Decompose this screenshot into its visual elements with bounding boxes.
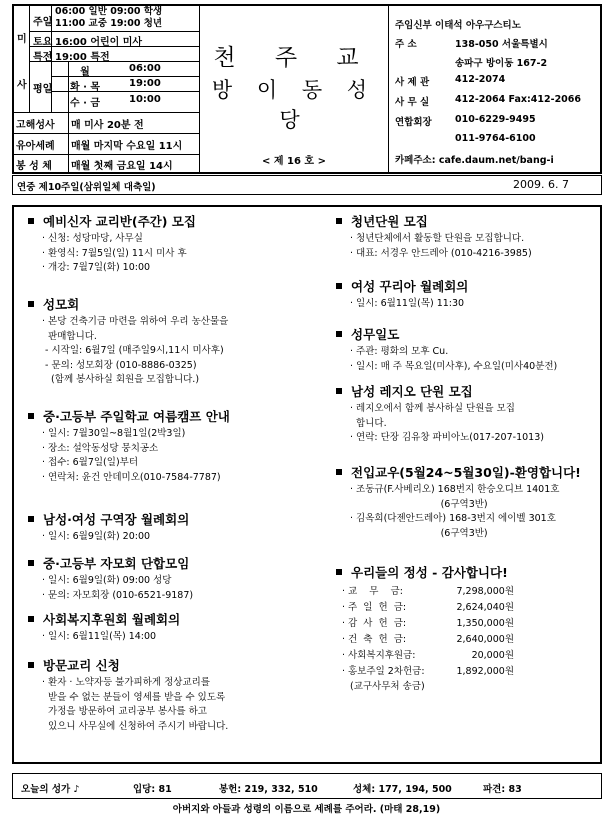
section-title-text: 남성 레지오 단원 모집 <box>351 384 473 399</box>
donation-amount: 1,350,000원 <box>456 618 514 629</box>
infant-baptism-value: 매월 마지막 수요일 11시 <box>71 141 183 152</box>
bulletin-title-line2: 방 이 동 성 당 <box>211 78 377 132</box>
special-label: 특전 <box>33 52 53 63</box>
liturgy-title: 연중 제10주일(삼위일체 대축일) <box>17 182 156 193</box>
left_column-section-title <box>28 610 180 628</box>
left_column-section-title <box>28 554 189 572</box>
sunday-label: 주일 <box>33 17 53 28</box>
bullet-square-icon <box>336 569 342 575</box>
confession-value: 매 미사 20분 전 <box>71 120 144 131</box>
section-line: · 환영식: 7월5일(일) 11시 미사 후 <box>42 247 187 259</box>
section-line: - 문의: 성모회장 (010-8886-0325) <box>42 359 197 371</box>
donation-label: · 감 사 헌 금: <box>342 618 407 629</box>
bullet-square-icon <box>28 218 34 224</box>
section-title-text: 예비신자 교리반(주간) 모집 <box>43 214 196 229</box>
section-title-text: 전입교우(5월24~5월30일)-환영합니다! <box>351 465 581 480</box>
section-line: · 연락: 단장 김유창 파비아노(017-207-1013) <box>350 432 544 443</box>
donation-label: · 홍보주일 2차헌금: <box>342 666 425 677</box>
section-line: 받을 수 없는 분들이 영세를 받을 수 있도록 <box>42 691 226 703</box>
donations-section <box>314 559 602 719</box>
right_column-section-title <box>336 277 468 295</box>
left_column-section-title <box>28 407 230 425</box>
weekday-time-1: 06:00 <box>129 63 161 74</box>
section-line: · 조동규(F.사베리오) 168번지 한승오디브 1401호 <box>350 484 560 495</box>
communion-visit-value: 매월 첫째 금요일 14시 <box>71 161 173 172</box>
council-label: 연합회장 <box>395 117 432 128</box>
bullet-square-icon <box>336 283 342 289</box>
bullet-square-icon <box>336 218 342 224</box>
confession-label: 고해성사 <box>16 120 55 131</box>
hymn-recessional: 파견: 83 <box>483 784 522 795</box>
bullet-square-icon <box>28 301 34 307</box>
left_column-section-title <box>28 510 189 528</box>
section-line: · 일시: 7월30일~8월1일(2박3일) <box>42 428 186 439</box>
donation-amount: 20,000원 <box>471 650 514 661</box>
donation-amount: 7,298,000원 <box>456 586 514 597</box>
address-label: 주 소 <box>395 39 417 50</box>
section-line: · 주관: 평화의 모후 Cu. <box>350 346 449 357</box>
section-line: 있으니 사무실에 신청하여 주시기 바랍니다. <box>42 720 229 732</box>
section-line: (6구역3반) <box>350 498 488 510</box>
hymns-bar <box>12 773 602 799</box>
weekday-time-3: 10:00 <box>129 94 161 105</box>
bullet-square-icon <box>336 388 342 394</box>
bullet-square-icon <box>28 413 34 419</box>
section-line: · 대표: 서경우 안드레아 (010-4216-3985) <box>350 247 532 259</box>
weekday-day-1: 월 <box>80 67 90 78</box>
section-line: · 연락처: 윤건 안데미오(010-7584-7787) <box>42 471 221 483</box>
bullet-square-icon <box>28 616 34 622</box>
weekday-day-3: 수 · 금 <box>70 98 101 109</box>
donations-note: (교구사무처 송금) <box>350 681 425 692</box>
mass-char-sa: 사 <box>17 80 27 91</box>
section-title-text: 성모회 <box>43 297 80 312</box>
right_column-section-title <box>336 382 473 400</box>
section-title-text: 성무일도 <box>351 327 400 342</box>
section-line: 판매합니다. <box>42 330 97 342</box>
weekday-label: 평일 <box>33 84 53 95</box>
section-line: · 장소: 설악동성당 뭉치공소 <box>42 442 159 454</box>
donations-title <box>336 563 508 581</box>
issue-number: < 제 16 호 > <box>262 156 326 167</box>
section-line: · 일시: 매 주 목요일(미사후), 수요일(미사40분전) <box>350 360 558 372</box>
section-title-text: 여성 꾸리아 월례회의 <box>351 279 469 294</box>
donation-amount: 2,624,040원 <box>456 602 514 613</box>
section-title-text: 남성·여성 구역장 월례회의 <box>43 512 190 527</box>
liturgy-bar <box>12 175 602 195</box>
rectory-phone: 412-2074 <box>455 74 506 85</box>
section-title-text: 중·고등부 자모회 단합모임 <box>43 556 190 571</box>
donation-label: · 건 축 헌 금: <box>342 634 407 645</box>
hymn-offertory: 봉헌: 219, 332, 510 <box>219 784 318 795</box>
section-line: · 일시: 6월9일(화) 09:00 성당 <box>42 575 172 586</box>
section-line: · 청년단체에서 활동할 단원을 모집합니다. <box>350 233 525 244</box>
section-line: 가정을 방문하여 교리공부 봉사를 하고 <box>42 706 207 717</box>
right_column-section-title <box>336 212 428 230</box>
section-line: · 김옥희(다젠안드레아) 168-3번지 에이벨 301호 <box>350 513 556 524</box>
left_column-section-title <box>28 295 79 313</box>
office-phone: 412-2064 Fax:412-2066 <box>455 94 582 105</box>
section-line: (6구역3반) <box>350 527 488 539</box>
section-title-text: 중·고등부 주일학교 여름캠프 안내 <box>43 409 230 424</box>
section-line: · 개강: 7월7일(화) 10:00 <box>42 262 151 273</box>
donation-label: · 사회복지후원금: <box>342 650 416 661</box>
section-line: · 접수: 6월7일(일)부터 <box>42 457 139 468</box>
weekday-time-2: 19:00 <box>129 78 161 89</box>
left_column-section-title <box>28 212 196 230</box>
saturday-label: 토요 <box>33 37 53 48</box>
donation-amount: 1,892,000원 <box>456 666 514 677</box>
section-line: · 일시: 6월9일(화) 20:00 <box>42 531 151 542</box>
bullet-square-icon <box>28 516 34 522</box>
weekday-day-2: 화 · 목 <box>70 82 101 93</box>
section-line: - 시작일: 6월7일 (매주일9시,11시 미사후) <box>42 345 224 356</box>
right_column-section-title <box>336 463 581 481</box>
mass-char-mi: 미 <box>17 34 27 45</box>
pastor-name: 주임신부 이태석 아우구스티노 <box>395 20 521 31</box>
sunday-times-line2: 11:00 교중 19:00 청년 <box>55 18 163 29</box>
section-line: · 레지오에서 함께 봉사하실 단원을 모집 <box>350 403 515 414</box>
bullet-square-icon <box>336 331 342 337</box>
council-phone2: 011-9764-6100 <box>455 133 536 144</box>
music-note-icon: ♪ <box>70 784 80 795</box>
left-column <box>14 207 314 762</box>
office-label: 사 무 실 <box>395 97 430 108</box>
scripture-verse: 아버지와 아들과 성령의 이름으로 세례를 주어라. (마태 28,19) <box>172 804 441 815</box>
donation-label: · 교 무 금: <box>342 586 403 597</box>
section-line: · 일시: 6월11일(목) 14:00 <box>42 631 157 642</box>
bullet-square-icon <box>28 662 34 668</box>
donation-label: · 주 일 헌 금: <box>342 602 407 613</box>
section-line: 합니다. <box>350 417 387 429</box>
right_column-section-title <box>336 325 399 343</box>
donations-title-text: 우리들의 정성 - 감사합니다! <box>351 565 508 580</box>
hymns-label: 오늘의 성가 ♪ <box>21 784 80 795</box>
donation-amount: 2,640,000원 <box>456 634 514 645</box>
bulletin-header <box>12 4 602 174</box>
section-line: (함께 봉사하실 회원을 모집합니다.) <box>42 374 200 385</box>
section-title-text: 사회복지후원회 월례회의 <box>43 612 181 627</box>
section-line: · 신청: 성당마당, 사무실 <box>42 233 143 244</box>
cafe-address: 카페주소: cafe.daum.net/bang-i <box>395 155 554 166</box>
infant-baptism-label: 유아세례 <box>16 141 55 152</box>
address-line1: 138-050 서울특별시 <box>455 39 548 50</box>
section-line: · 문의: 자모회장 (010-6521-9187) <box>42 589 194 601</box>
section-line: · 본당 건축기금 마련을 위하여 우리 농산물을 <box>42 316 229 327</box>
council-phone1: 010-6229-9495 <box>455 114 536 125</box>
bullet-square-icon <box>336 469 342 475</box>
announcements-body <box>12 205 602 764</box>
section-line: · 환자 · 노약자등 불가피하게 정상교리를 <box>42 677 210 688</box>
section-title-text: 청년단원 모집 <box>351 214 428 229</box>
section-line: · 일시: 6월11일(목) 11:30 <box>350 298 465 309</box>
address-line2: 송파구 방이동 167-2 <box>455 58 548 69</box>
hymn-entrance: 입당: 81 <box>133 784 172 795</box>
sunday-times-line1: 06:00 일반 09:00 학생 <box>55 6 163 17</box>
special-value: 19:00 특전 <box>55 52 110 63</box>
communion-visit-label: 봉 성 체 <box>16 161 52 172</box>
bulletin-title-line1: 천 주 교 <box>213 45 375 71</box>
rectory-label: 사 제 관 <box>395 77 430 88</box>
section-title-text: 방문교리 신청 <box>43 658 120 673</box>
mass-times-table <box>14 6 199 174</box>
saturday-value: 16:00 어린이 미사 <box>55 37 143 48</box>
bullet-square-icon <box>28 560 34 566</box>
header-divider-right <box>388 6 389 172</box>
bulletin-date: 2009. 6. 7 <box>513 178 569 191</box>
left_column-section-title <box>28 656 120 674</box>
hymn-communion: 성체: 177, 194, 500 <box>353 784 452 795</box>
